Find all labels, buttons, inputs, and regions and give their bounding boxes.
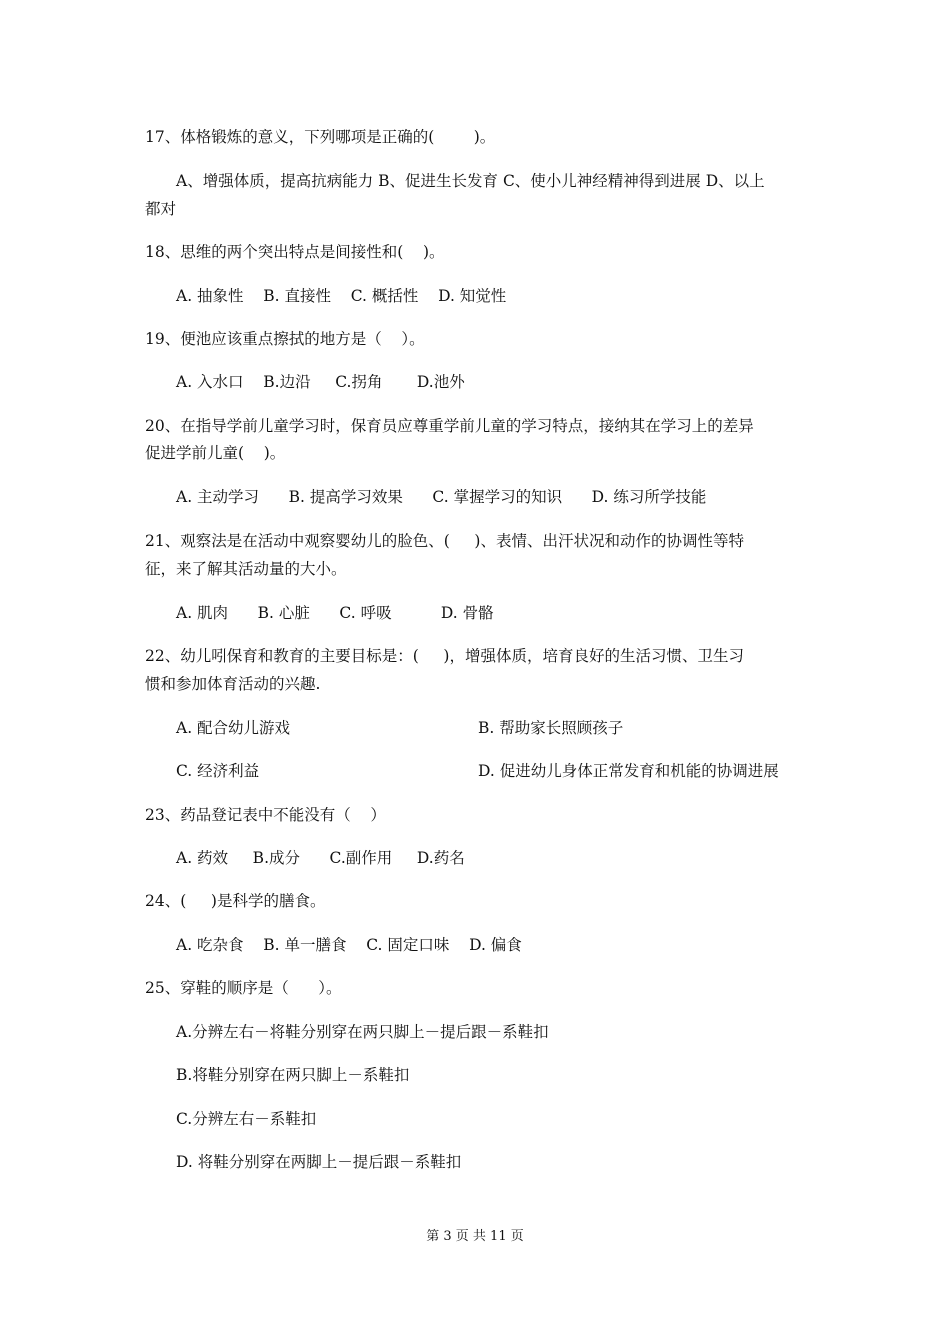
question-20-text-wrap: 促进学前儿童( )。 <box>145 444 286 462</box>
question-25-text: 25、穿鞋的顺序是（ ）。 <box>145 979 342 997</box>
question-25-option-c: C.分辨左右－系鞋扣 <box>176 1110 317 1128</box>
question-22-option-c: C. 经济利益 <box>176 762 260 780</box>
question-22-option-d: D. 促进幼儿身体正常发育和机能的协调进展 <box>478 762 779 780</box>
question-17-options-wrap: 都对 <box>145 200 177 218</box>
question-25-option-d: D. 将鞋分别穿在两脚上－提后跟－系鞋扣 <box>176 1153 462 1171</box>
question-20-text: 20、在指导学前儿童学习时，保育员应尊重学前儿童的学习特点，接纳其在学习上的差异 <box>145 417 754 435</box>
question-19-options: A. 入水口 B.边沿 C.拐角 D.池外 <box>176 373 465 391</box>
question-21-text: 21、观察法是在活动中观察婴幼儿的脸色、( )、表情、出汗状况和动作的协调性等特 <box>145 532 744 550</box>
question-22-option-b: B. 帮助家长照顾孩子 <box>478 719 624 737</box>
question-25-option-b: B.将鞋分别穿在两只脚上－系鞋扣 <box>176 1066 410 1084</box>
page-number-footer: 第 3 页 共 11 页 <box>426 1229 524 1244</box>
question-25-option-a: A.分辨左右－将鞋分别穿在两只脚上－提后跟－系鞋扣 <box>176 1023 549 1041</box>
question-24-options: A. 吃杂食 B. 单一膳食 C. 固定口味 D. 偏食 <box>176 936 522 954</box>
question-24-text: 24、( )是科学的膳食。 <box>145 892 326 910</box>
question-20-options: A. 主动学习 B. 提高学习效果 C. 掌握学习的知识 D. 练习所学技能 <box>176 488 707 506</box>
question-18-text: 18、思维的两个突出特点是间接性和( )。 <box>145 243 445 261</box>
question-23-options: A. 药效 B.成分 C.副作用 D.药名 <box>176 849 465 867</box>
question-17-text: 17、体格锻炼的意义，下列哪项是正确的( )。 <box>145 128 496 146</box>
question-18-options: A. 抽象性 B. 直接性 C. 概括性 D. 知觉性 <box>176 287 507 305</box>
question-22-text-wrap: 惯和参加体育活动的兴趣. <box>145 675 321 693</box>
question-21-options: A. 肌肉 B. 心脏 C. 呼吸 D. 骨骼 <box>176 604 494 622</box>
question-22-option-a: A. 配合幼儿游戏 <box>176 719 291 737</box>
question-19-text: 19、便池应该重点擦拭的地方是（ ）。 <box>145 330 425 348</box>
question-17-options: A、增强体质，提高抗病能力 B、促进生长发育 C、使小儿神经精神得到进展 D、以上 <box>176 172 765 190</box>
question-23-text: 23、药品登记表中不能没有（ ） <box>145 806 386 824</box>
question-22-text: 22、幼儿吲保育和教育的主要目标是：( )，增强体质，培育良好的生活习惯、卫生习 <box>145 647 744 665</box>
question-21-text-wrap: 征，来了解其活动量的大小。 <box>145 560 347 578</box>
